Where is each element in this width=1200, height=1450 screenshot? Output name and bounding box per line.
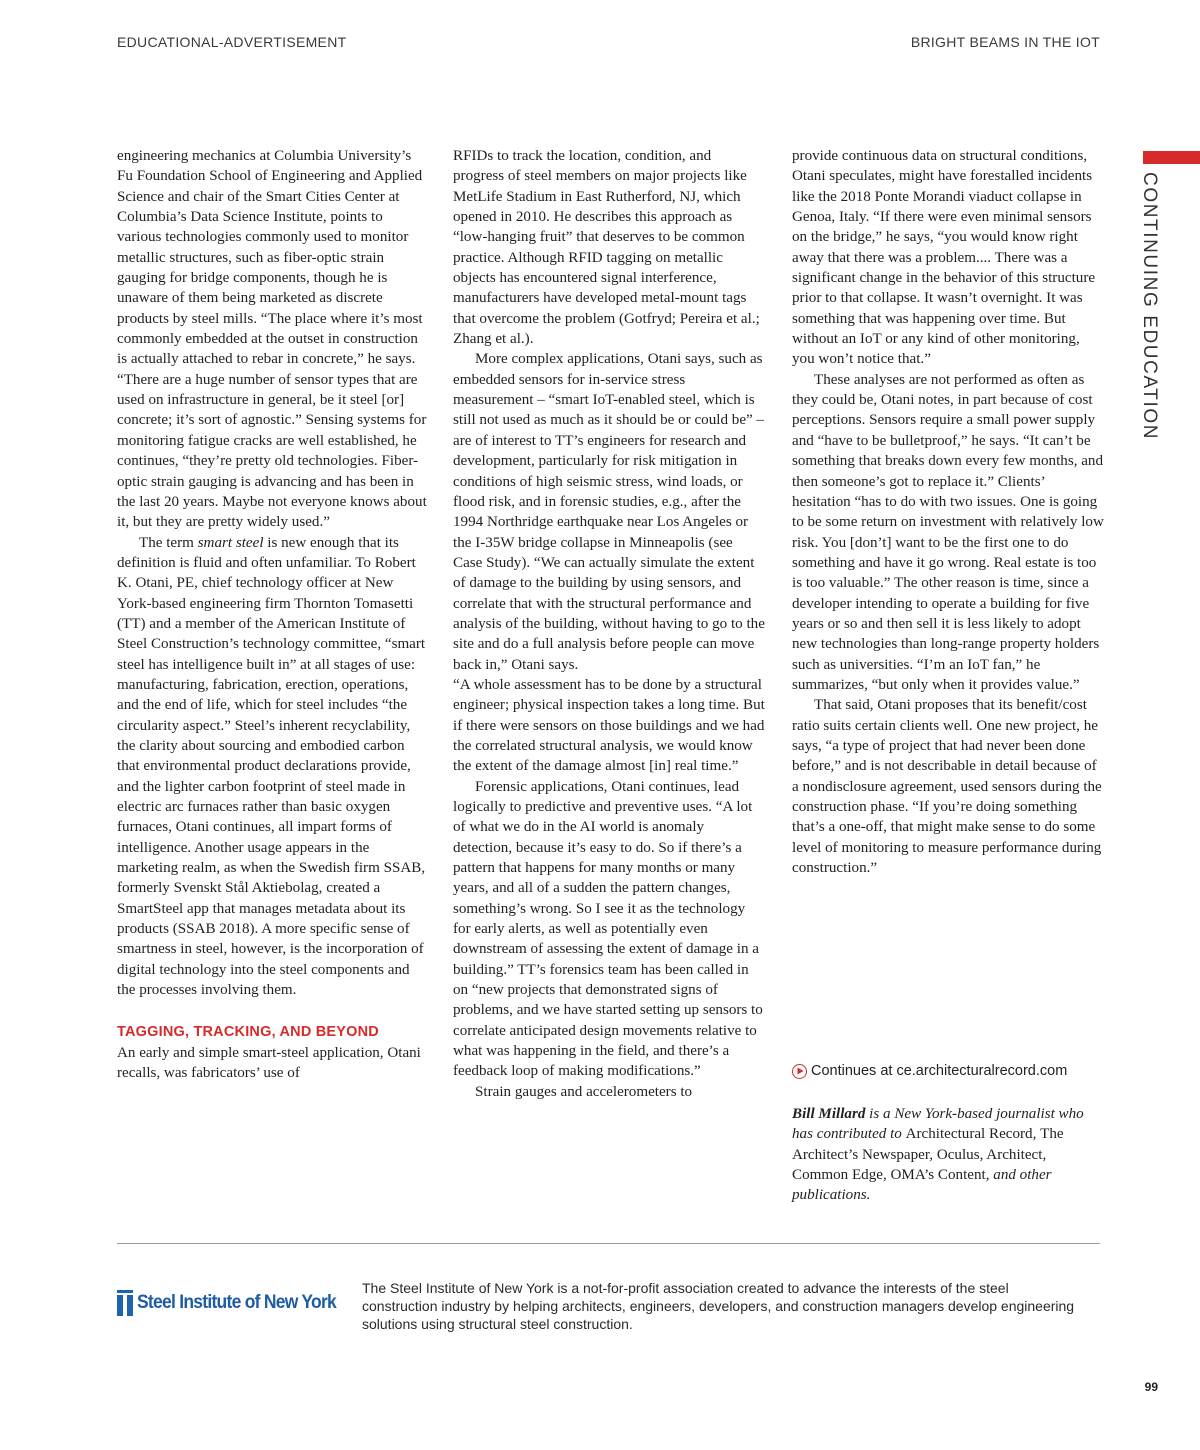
i-beam-icon [117,1290,133,1316]
emphasis: smart steel [197,534,264,551]
author-name: Bill Millard [792,1106,866,1122]
article-column-3 [792,146,1104,878]
paragraph: An early and simple smart-steel application, Otani recalls, was fabricators’ use of [117,1044,421,1082]
paragraph: RFIDs to track the location, condition, and progress of steel members on major projects like MetLife Stadium in East Rutherford, NJ, which opened in 2010. He describes this approach as “low-hanging fruit” that deserves to be common practice. Although RFID tagging on metallic objects has encountered signal interference, manufacturers have developed metal-mount tags that overcome the problem (Gotfryd; Pereira et al.; Zhang et al.). [453,148,760,348]
section-color-bar [1143,151,1200,164]
page-number: 99 [1144,1380,1158,1394]
play-circle-icon [792,1064,807,1079]
logo-text: Steel Institute of New York [137,1292,337,1313]
continues-link-text[interactable]: Continues at ce.architecturalrecord.com [811,1063,1068,1079]
paragraph: engineering mechanics at Columbia University’s Fu Foundation School of Engineering and Applied Science and chair of the Smart Cities Center at Columbia’s Data Science Institute, points to various technologies commonly used to monitor metallic structures, such as fiber-optic strain gauging for bridge components, though he is unaware of them being marketed as discrete products by steel mills. “The place where it’s most commonly embedded at the outset in construction is actually attached to rebar in concrete,” he says. “There are a huge number of sensor types that are used on infrastructure in general, be it steel [or] concrete; it’s sort of agnostic.” Sensing systems for monitoring fatigue cracks are well established, he continues, “they’re pretty old technologies. Fiber-optic strain gauging is advancing and has been in the last 20 years. Maybe not everyone knows about it, but they are pretty widely used.” [117,148,427,531]
header-section-label: EDUCATIONAL-ADVERTISEMENT [117,34,347,50]
paragraph: “A whole assessment has to be done by a structural engineer; physical inspection takes a long time. But if there were sensors on those buildings and we had the correlated structural analysis, we would know the extent of the damage almost [in] real time.” [453,676,765,775]
paragraph: The term smart steel is new enough that its definition is fluid and often unfamiliar. To Robert K. Otani, PE, chief technology officer at New York-based engineering firm Thornton Tomasetti (TT) and a member of the American Institute of Steel Construction’s technology committee, “smart steel has intelligence built in” at all stages of use: manufacturing, fabrication, erection, operations, and the end of life, which for steel includes “the circularity aspect.” Steel’s inherent recyclability, the clarity about sourcing and embodied carbon that environmental product declarations provide, and the lighter carbon footprint of steel made in electric arc furnaces rather than basic oxygen furnaces, Otani continues, all impart forms of intelligence. Another usage appears in the marketing realm, as when the Swedish firm SSAB, formerly Svenskt Stål Aktiebolag, created a SmartSteel app that manages metadata about its products (SSAB 2018). A more specific sense of smartness in steel, however, is the incorporation of digital technology into the steel components and the processes involving them. [117,534,426,999]
paragraph: That said, Otani proposes that its benefit/cost ratio suits certain clients well. One new project, he says, “a type of project that had never been done before,” and is not describable in detail because of a nondisclosure agreement, used sensors during the construction phase. “If you’re doing something that’s a one-off, that might make sense to do some level of monitoring to measure performance during construction.” [792,697,1102,877]
sponsor-description: The Steel Institute of New York is a not-for-profit association created to advance the interests of the steel construction industry by helping architects, engineers, developers, and construction managers develop engineering solutions using structural steel construction. [362,1280,1075,1332]
header-article-title: BRIGHT BEAMS IN THE IOT [910,34,1100,50]
continues-link[interactable] [792,1063,1067,1079]
article-column-1 [117,146,429,1083]
paragraph: Forensic applications, Otani continues, lead logically to predictive and preventive uses. “A lot of what we do in the AI world is anomaly detection, because it’s easy to do. So if there’s a pattern that happens for many months or many years, and all of a sudden the pattern changes, something’s wrong. So I see it as the technology for early alerts, as well as potentially even downstream of assessing the extent of damage in a building.” TT’s forensics team has been called in on “new projects that demonstrated signs of problems, and we have started setting up sensors to correlate anticipated design movements relative to what was happening in the field, and there’s a feedback loop of making modifications.” [453,778,763,1080]
paragraph: These analyses are not performed as often as they could be, Otani notes, in part because of cost perceptions. Sensors require a small power supply and “have to be bulletproof,” he says. “It can’t be something that breaks down every few months, and then someone’s got to replace it.” Clients’ hesitation “has to do with two issues. One is going to be some return on investment with relatively low risk. You [don’t] want to be the first one to do something and have it go wrong. Real estate is too is too valuable.” The other reason is time, since a developer intending to operate a building for five years or so and then sell it is less likely to adopt new technologies than long-range property holders such as universities. “I’m an IoT fan,” he summarizes, “but only when it provides value.” [792,371,1104,693]
section-subheading: TAGGING, TRACKING, AND BEYOND [117,1024,379,1041]
sidebar-section-label: CONTINUING EDUCATION [1139,172,1160,441]
article-column-2 [453,146,765,1102]
steel-institute-logo [117,1290,353,1316]
author-bio: Bill Millard is a New York-based journalist who has contributed to Architectural Record, The Architect’s Newspaper, Oculus, Architect, Common Edge, OMA’s Content, and other publications. [792,1106,1084,1204]
paragraph: More complex applications, Otani says, such as embedded sensors for in-service stress measurement – “smart IoT-enabled steel, which is still not used as much as it should be or could be” – are of interest to TT’s engineers for research and development, particularly for risk mitigation in conditions of high seismic stress, wind loads, or flood risk, and in forensic studies, e.g., after the 1994 Northridge earthquake near Los Angeles or the I-35W bridge collapse in Minneapolis (see Case Study). “We can actually simulate the extent of damage to the building by using sensors, and correlate that with the structural performance and analysis of the building, without having to go to the site and do a full analysis before people can move back in,” Otani says. [453,351,765,673]
paragraph: provide continuous data on structural conditions, Otani speculates, might have forestalled incidents like the 2018 Ponte Morandi viaduct collapse in Genoa, Italy. “If there were even minimal sensors on the bridge,” he says, “you would know right away that there was a problem.... There was a significant change in the behavior of this structure prior to that collapse. It wasn’t overnight. It was something that was happening over time. But without an IoT or any kind of other monitoring, you won’t notice that.” [792,148,1096,368]
paragraph: Strain gauges and accelerometers to [475,1083,693,1100]
footer-divider [117,1243,1100,1244]
